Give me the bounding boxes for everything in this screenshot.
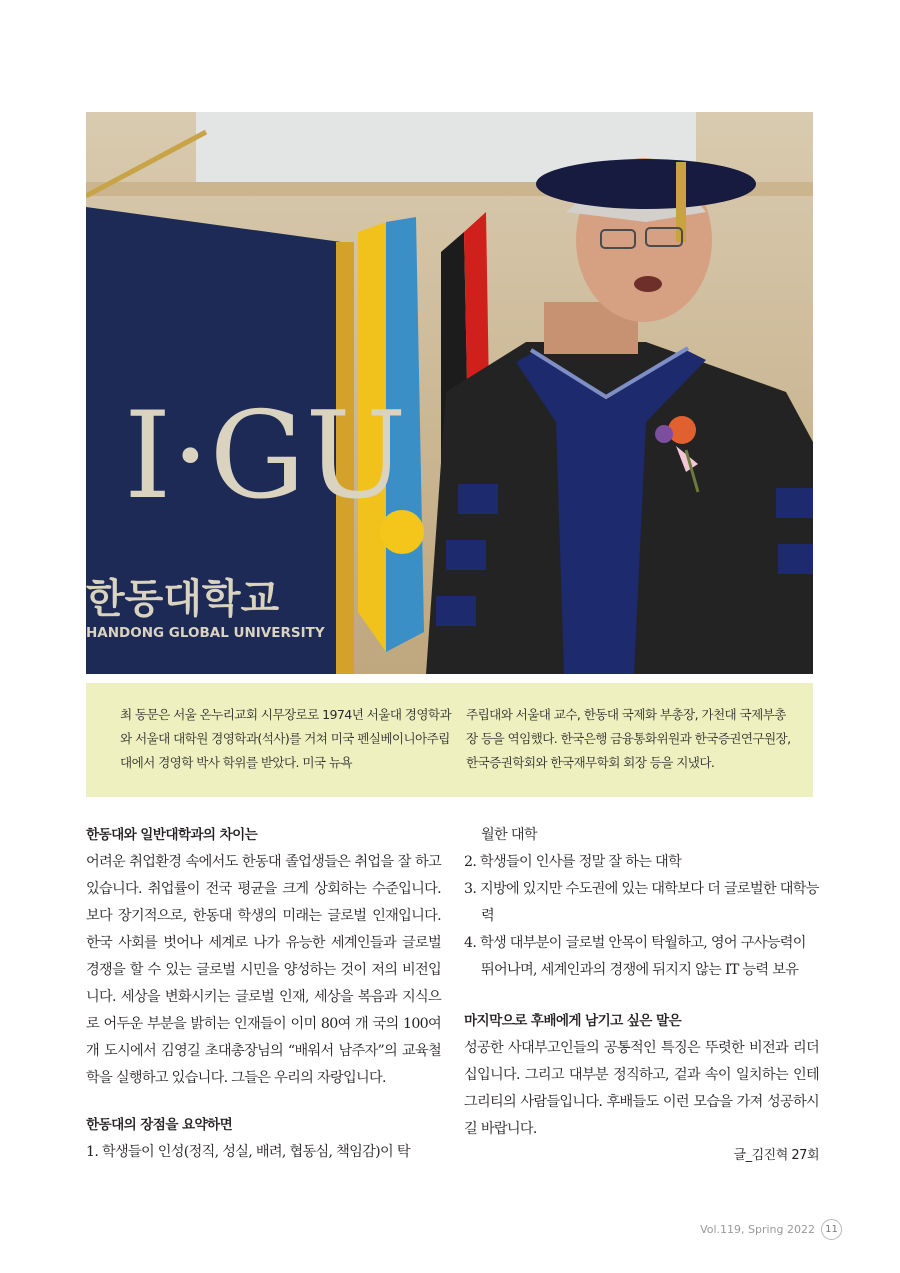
caption-right-text: 주립대와 서울대 교수, 한동대 국제화 부총장, 가천대 국제부총장 등을 역임했다. 한국은행 금융통화위원과 한국증권연구원장, 한국증권학회와 한국재무학회 회장 등을 지냈다. <box>466 707 791 770</box>
article-left-column <box>86 822 441 1166</box>
section-body: 어려운 취업환경 속에서도 한동대 졸업생들은 취업을 잘 하고 있습니다. 취업률이 전국 평균을 크게 상회하는 수준입니다. 보다 장기적으로, 한동대 학생의 미래는 글로벌 인재입니다. 한국 사회를 벗어나 세계로 나가 유능한 세계인들과 글로벌 경쟁을 할 수 있는 글로벌 시민을 양성하는 것이 저의 비전입니다. 세상을 변화시키는 글로벌 인재, 세상을 복음과 지식으로 어두운 부분을 밝히는 인재들이 이미 80여 개 국의 100여개 도시에서 김영길 초대총장님의 “배워서 남주자”의 교육철학을 실행하고 있습니다. 그들은 우리의 자랑입니다. <box>86 854 441 1086</box>
author-byline: 글_김진혁 27회 <box>733 1148 819 1163</box>
section-body: 성공한 사대부고인들의 공통적인 특징은 뚜렷한 비전과 리더십입니다. 그리고 대부분 정직하고, 겉과 속이 일치하는 인테그리티의 사람들입니다. 후배들도 이런 모습을 가져 성공하시길 바랍니다. <box>464 1040 819 1137</box>
section-heading: 마지막으로 후배에게 남기고 싶은 말은 <box>464 1013 682 1029</box>
list-item: 2. 학생들이 인사를 정말 잘 하는 대학 <box>464 854 682 870</box>
banner-korean-text: 한동대학교 <box>86 576 280 622</box>
banner-english-text: HANDONG GLOBAL UNIVERSITY <box>86 625 325 641</box>
list-item: 4. 학생 대부분이 글로벌 안목이 탁월하고, 영어 구사능력이 뛰어나며, 세계인과의 경쟁에 뒤지지 않는 IT 능력 보유 <box>464 935 806 978</box>
issue-label: Vol.119, Spring 2022 <box>700 1223 815 1236</box>
banner-logo: I·GU <box>124 387 407 526</box>
portrait-photo <box>86 112 813 674</box>
strengths-list <box>86 1139 441 1166</box>
list-item: 1. 학생들이 인성(정직, 성실, 배려, 협동심, 책임감)이 탁 <box>86 1144 410 1160</box>
section-heading: 한동대와 일반대학과의 차이는 <box>86 827 258 843</box>
page-footer <box>700 1219 842 1240</box>
photo-caption-box <box>86 683 813 797</box>
caption-left-text: 최 동문은 서울 온누리교회 시무장로로 1974년 서울대 경영학과와 서울대 대학원 경영학과(석사)를 거쳐 미국 펜실베이니아주립대에서 경영학 박사 학위를 받았다. 미국 뉴욕 <box>120 707 452 770</box>
list-item: 월한 대학 <box>481 827 537 843</box>
list-item: 3. 지방에 있지만 수도권에 있는 대학보다 더 글로벌한 대학능력 <box>464 881 819 924</box>
section-heading: 한동대의 장점을 요약하면 <box>86 1117 233 1133</box>
strengths-list-continued <box>464 822 819 984</box>
page-number: 11 <box>821 1219 842 1240</box>
article-right-column <box>464 822 819 1167</box>
